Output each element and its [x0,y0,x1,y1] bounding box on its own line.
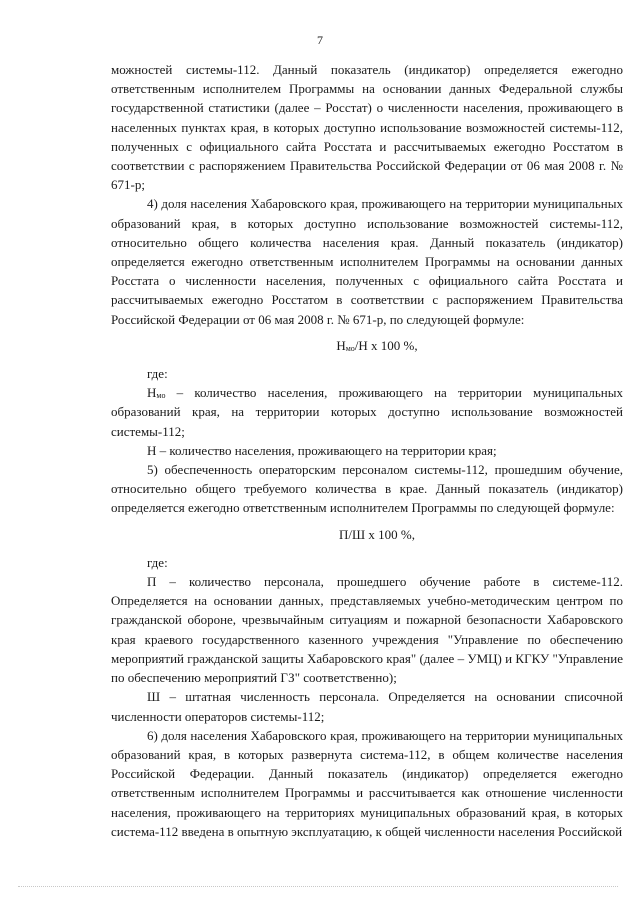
paragraph-item-5: 5) обеспеченность операторским персоналом системы-112, прошедшим обучение, относительно общего требуемого количества в крае. Данный показатель (индикатор) определяется ежегодно ответственным исполнителем Программы по следующей формуле: [111,462,623,516]
formula-h-symbol: Н [336,337,346,353]
where-label-2: где: [147,554,168,570]
paragraph-item-6: 6) доля населения Хабаровского края, проживающего на территории муниципальных образований края, в которых развернута система-112, в общем количестве населения Российской Федерации. Данный показатель (индикатор) определяется ежегодно ответственным исполнителем Программы и рассчитывается как отношение численности населения, проживающего на территориях муниципальных образований края, в которых система-112 введена в опытную эксплуатацию, к общей численности населения Российской [111,727,623,839]
definition-p: П – количество персонала, прошедшего обучение работе в системе-112. Определяется на основании данных, представляемых учебно-методическим центром по гражданской обороне, чрезвычайным ситуациям и пожарной безопасности Хабаровского края краевого государственного казенного учреждения "Управление по обеспечению мероприятий гражданской защиты Хабаровского края" (далее – УМЦ) и КГКУ "Управление по обеспечению мероприятий ГЗ" соответственно); [111,574,623,686]
document-body [111,60,623,841]
paragraph-continuation: можностей системы-112. Данный показатель (индикатор) определяется ежегодно ответственным исполнителем Программы на основании данных Федеральной службы государственной статистики (далее – Росстат) о численности населения, проживающего в населенных пунктах края, в которых доступно использование возможностей системы-112, полученных с официального сайта Росстата и рассчитываемых ежегодно Росстатом в соответствии с распоряжением Правительства Российской Федерации от 06 мая 2008 г. № 671-р; [111,62,623,193]
formula-rest: /Н х 100 %, [354,337,418,353]
def-h-symbol: Н [147,385,157,401]
definition-sh: Ш – штатная численность персонала. Определяется на основании списочной численности операторов системы-112; [111,689,623,724]
formula-staff-share: П/Ш х 100 %, [339,526,415,542]
definition-h: Н – количество населения, проживающего на территории края; [147,442,497,458]
formula-mo-subscript: мо [345,343,355,353]
def-mo-subscript: мо [156,391,166,401]
formula-population-share [111,336,623,355]
scan-edge-artifact [18,884,618,887]
def-hmo-text: – количество населения, проживающего на территории муниципальных образований края, на территории которых доступно использование возможностей системы-112; [111,385,623,439]
where-label: где: [147,366,168,382]
page-number: 7 [317,33,323,47]
paragraph-item-4: 4) доля населения Хабаровского края, проживающего на территории муниципальных образований края, в которых доступно использование возможностей системы-112, относительно общего количества населения края. Данный показатель (индикатор) определяется ежегодно ответственным исполнителем Программы на основании данных Росстата о численности населения, полученных с официального сайта Росстата и рассчитываемых ежегодно Росстатом в соответствии с распоряжением Правительства Российской Федерации от 06 мая 2008 г. № 671-р, по следующей формуле: [111,196,623,327]
definition-hmo [111,383,623,441]
